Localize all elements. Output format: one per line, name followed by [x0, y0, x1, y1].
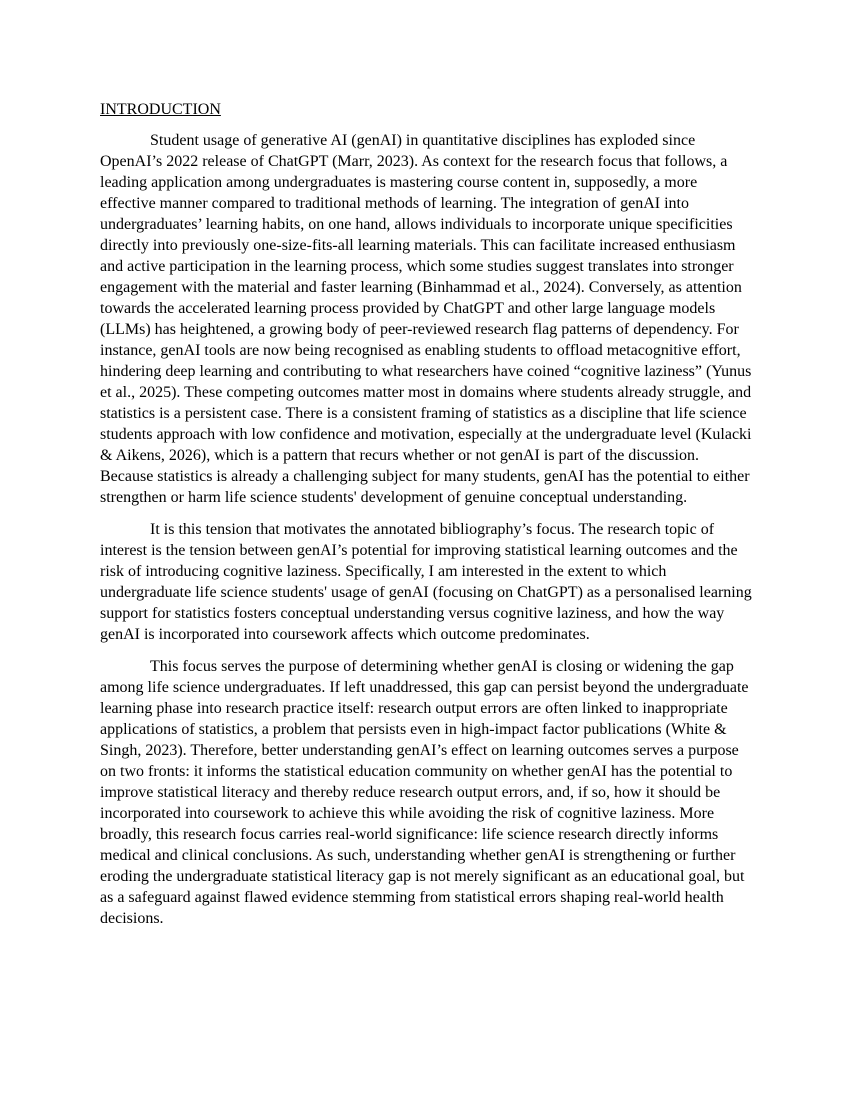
section-heading: INTRODUCTION	[100, 101, 221, 118]
paragraph-1: Student usage of generative AI (genAI) in quantitative disciplines has exploded since OpenAI’s 2022 release of ChatGPT (Marr, 2023). As context for the research focus that follows, a leading application among undergraduates is mastering course content in, supposedly, a more effective manner compared to traditional methods of learning. The integration of genAI into undergraduates’ learning habits, on one hand, allows individuals to incorporate unique specificities directly into previously one-size-fits-all learning materials. This can facilitate increased enthusiasm and active participation in the learning process, which some studies suggest translates into stronger engagement with the material and faster learning (Binhammad et al., 2024). Conversely, as attention towards the accelerated learning process provided by ChatGPT and other large language models (LLMs) has heightened, a growing body of peer-reviewed research flag patterns of dependency. For instance, genAI tools are now being recognised as enabling students to offload metacognitive effort, hindering deep learning and contributing to what researchers have coined “cognitive laziness” (Yunus et al., 2025). These competing outcomes matter most in domains where students already struggle, and statistics is a persistent case. There is a consistent framing of statistics as a discipline that life science students approach with low confidence and motivation, especially at the undergraduate level (Kulacki & Aikens, 2026), which is a pattern that recurs whether or not genAI is part of the discussion. Because statistics is already a challenging subject for many students, genAI has the potential to either strengthen or harm life science students' development of genuine conceptual understanding.	[100, 132, 752, 506]
document-page	[100, 99, 752, 940]
paragraph-3: This focus serves the purpose of determining whether genAI is closing or widening the gap among life science undergraduates. If left unaddressed, this gap can persist beyond the undergraduate learning phase into research practice itself: research output errors are often linked to inappropriate applications of statistics, a problem that persists even in high-impact factor publications (White & Singh, 2023). Therefore, better understanding genAI’s effect on learning outcomes serves a purpose on two fronts: it informs the statistical education community on whether genAI has the potential to improve statistical literacy and thereby reduce research output errors, and, if so, how it should be incorporated into coursework to achieve this while avoiding the risk of cognitive laziness. More broadly, this research focus carries real-world significance: life science research directly informs medical and clinical conclusions. As such, understanding whether genAI is strengthening or further eroding the undergraduate statistical literacy gap is not merely significant as an educational goal, but as a safeguard against flawed evidence stemming from statistical errors shaping real-world health decisions.	[100, 658, 749, 927]
paragraph-2: It is this tension that motivates the annotated bibliography’s focus. The research topic of interest is the tension between genAI’s potential for improving statistical learning outcomes and the risk of introducing cognitive laziness. Specifically, I am interested in the extent to which undergraduate life science students' usage of genAI (focusing on ChatGPT) as a personalised learning support for statistics fosters conceptual understanding versus cognitive laziness, and how the way genAI is incorporated into coursework affects which outcome predominates.	[100, 521, 752, 643]
